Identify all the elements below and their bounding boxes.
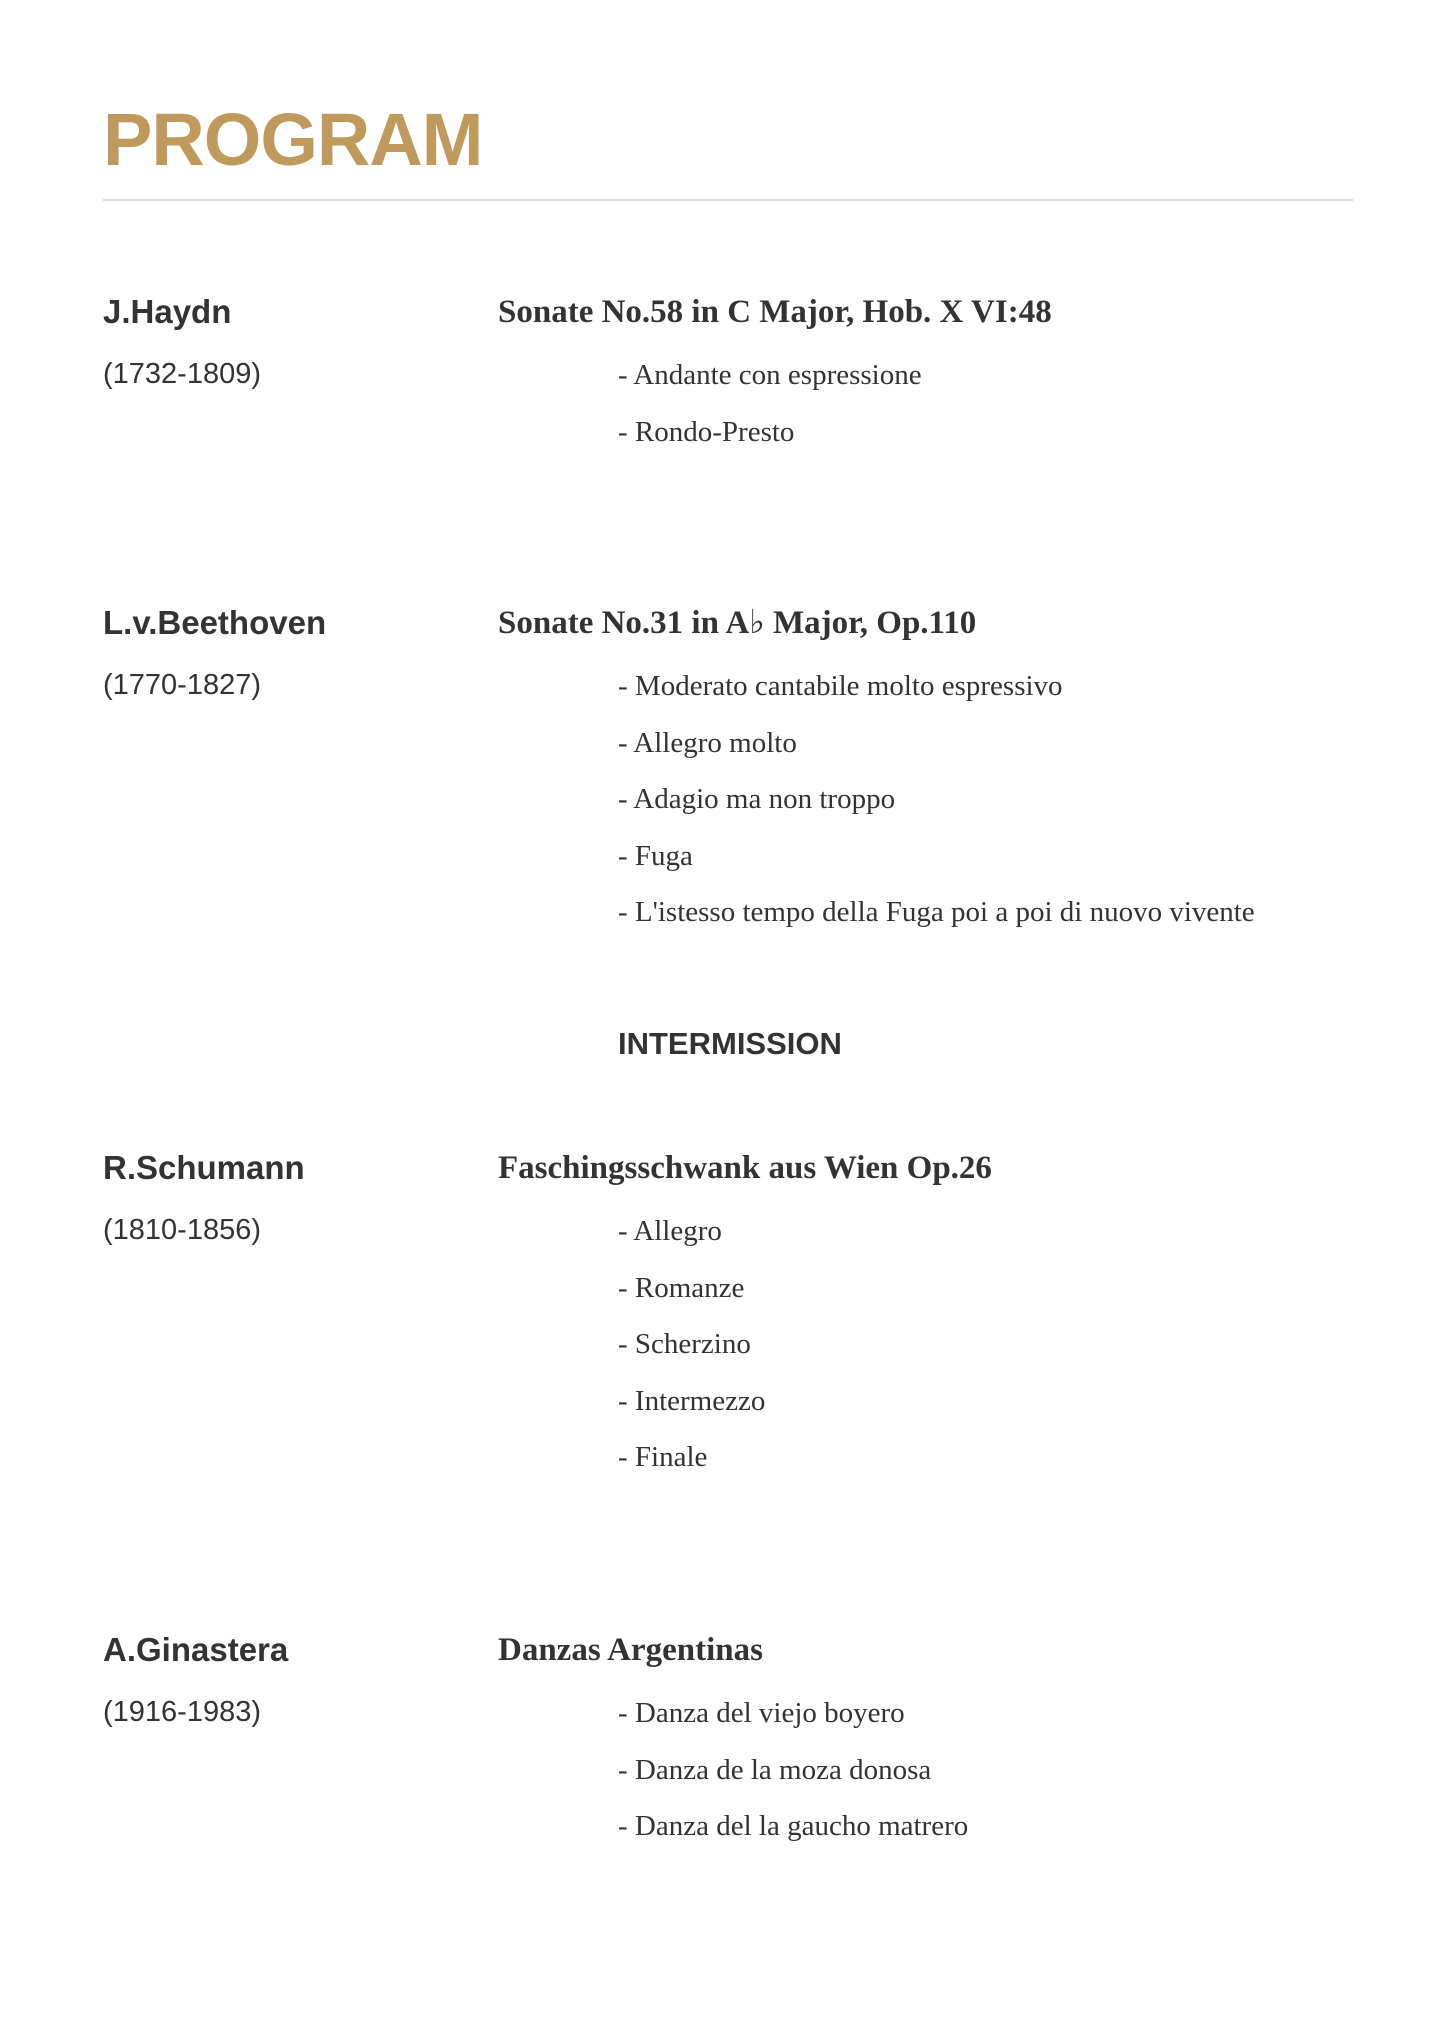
movement-item: - Danza del la gaucho matrero <box>618 1810 969 1842</box>
composer-dates: (1732-1809) <box>103 358 261 390</box>
work-title: Sonate No.58 in C Major, Hob. X VI:48 <box>498 294 1052 330</box>
movement-item: - Allegro molto <box>618 726 797 759</box>
composer-dates: (1810-1856) <box>103 1214 261 1246</box>
movement-item: - L'istesso tempo della Fuga poi a poi di nuovo vivente <box>618 896 1255 928</box>
movement-item: - Adagio ma non troppo <box>618 783 896 815</box>
composer-name: R.Schumann <box>103 1149 305 1186</box>
composer-name: L.v.Beethoven <box>103 604 327 641</box>
composer-name: A.Ginastera <box>103 1631 289 1668</box>
movement-item: - Finale <box>618 1441 708 1473</box>
movement-list <box>618 357 922 470</box>
composer-dates: (1770-1827) <box>103 669 261 701</box>
movement-item: - Danza de la moza donosa <box>618 1753 932 1786</box>
intermission-heading: INTERMISSION <box>618 1026 842 1061</box>
movement-item: - Intermezzo <box>618 1384 766 1417</box>
composer-dates: (1916-1983) <box>103 1696 261 1728</box>
page-title: PROGRAM <box>103 98 483 181</box>
movement-item: - Moderato cantabile molto espressivo <box>618 670 1063 702</box>
title-divider <box>103 199 1353 201</box>
movement-list <box>618 1213 765 1496</box>
movement-item: - Romanze <box>618 1271 745 1304</box>
composer-name: J.Haydn <box>103 293 232 330</box>
movement-item: - Fuga <box>618 839 693 872</box>
movement-item: - Allegro <box>618 1215 722 1247</box>
movement-list <box>618 1695 968 1865</box>
work-title: Faschingsschwank aus Wien Op.26 <box>498 1150 992 1186</box>
movement-list <box>618 668 1255 951</box>
movement-item: - Andante con espressione <box>618 359 922 391</box>
work-title: Sonate No.31 in A♭ Major, Op.110 <box>498 605 977 641</box>
movement-item: - Rondo-Presto <box>618 415 795 448</box>
movement-item: - Danza del viejo boyero <box>618 1697 905 1729</box>
work-title: Danzas Argentinas <box>498 1632 763 1668</box>
movement-item: - Scherzino <box>618 1328 751 1360</box>
